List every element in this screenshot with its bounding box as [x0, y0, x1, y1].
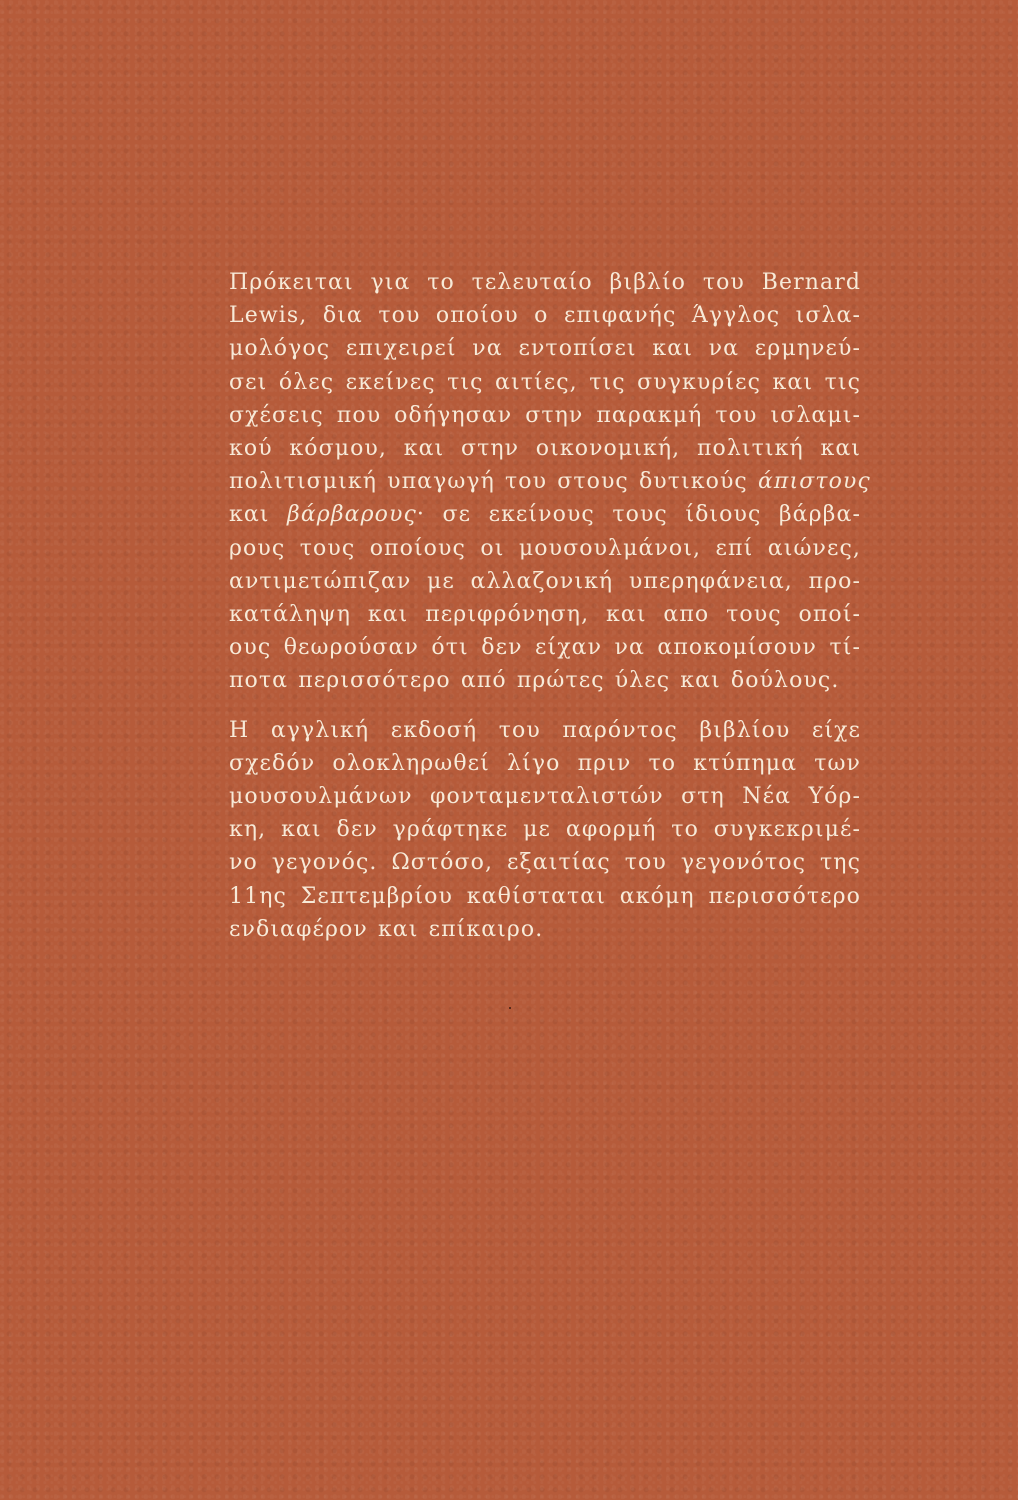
italic-term: άπιστους [757, 469, 871, 495]
text-line: Η αγγλική εκδοσή του παρόντος βιβλίου είχε [229, 717, 861, 743]
text-line: σχεδόν ολοκληρωθεί λίγο πριν το κτύπημα των [229, 750, 861, 776]
text-line: μουσουλμάνων φονταμενταλιστών στη Νέα Υόρ- [229, 784, 861, 810]
text-line [229, 465, 871, 498]
text-line: νο γεγονός. Ωστόσο, εξαιτίας του γεγονότος της [229, 850, 861, 876]
text-line: σχέσεις που οδήγησαν στην παρακμή του ισλαμι- [229, 402, 861, 428]
text-line: ρους τους οποίους οι μουσουλμάνοι, επί αιώνες, [229, 535, 861, 561]
text-line: Πρόκειται για το τελευταίο βιβλίο του Bernard [229, 270, 861, 295]
text-line: 11ης Σεπτεμβρίου καθίσταται ακόμη περισσότερο [229, 883, 861, 909]
text-line: κού κόσμου, και στην οικονομική, πολιτική και [229, 436, 861, 462]
text-run: και [229, 502, 288, 528]
text-line: Lewis, δια του οποίου ο επιφανής Άγγλος ισλα- [229, 303, 861, 329]
paper-speck [509, 1007, 511, 1009]
text-line: κατάληψη και περιφρόνηση, και απο τους οποί- [229, 602, 861, 628]
text-line: σει όλες εκείνες τις αιτίες, τις συγκυρίες και τις [229, 369, 861, 395]
text-line [229, 498, 861, 531]
text-line: μολόγος επιχειρεί να εντοπίσει και να ερμηνεύ- [229, 336, 861, 362]
blurb-paragraph-1 [229, 266, 871, 698]
blurb-paragraph-2 [229, 714, 861, 946]
text-run: · σε εκείνους τους ίδιους βάρβα- [416, 502, 861, 528]
text-line: ενδιαφέρον και επίκαιρο. [229, 916, 544, 942]
text-line: κη, και δεν γράφτηκε με αφορμή το συγκεκριμέ- [229, 817, 861, 843]
text-line: αντιμετώπιζαν με αλλαζονική υπερηφάνεια, προ- [229, 568, 861, 594]
text-run: πολιτισμική υπαγωγή του στους δυτικούς [229, 469, 758, 495]
italic-term: βάρβαρους [287, 502, 417, 528]
text-line: ους θεωρούσαν ότι δεν είχαν να αποκομίσουν τί- [229, 635, 861, 661]
cover-blurb [229, 266, 871, 946]
text-line: ποτα περισσότερο από πρώτες ύλες και δούλους. [229, 668, 840, 694]
